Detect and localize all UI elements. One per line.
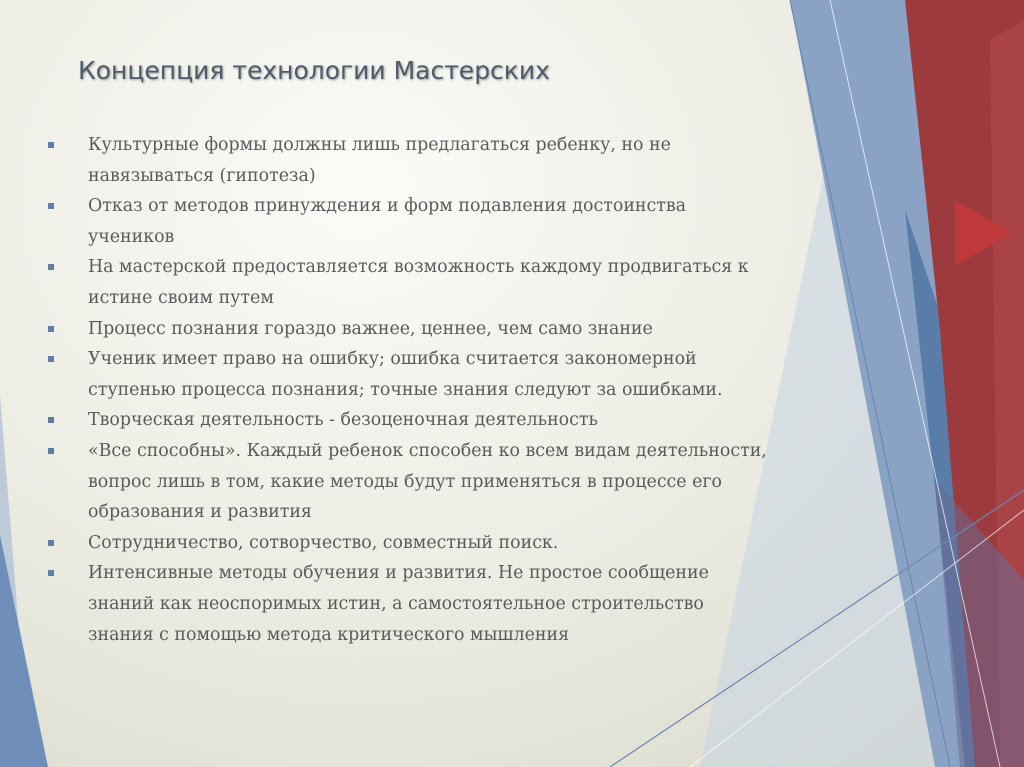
slide-title: Концепция технологии Мастерских	[78, 56, 550, 85]
bullet-marker	[48, 356, 54, 362]
bullet-item	[48, 314, 768, 345]
bullet-item	[48, 558, 768, 650]
bullet-text: Культурные формы должны лишь предлагаться ребенку, но не навязываться (гипотеза)	[88, 135, 671, 186]
bullet-marker	[48, 326, 54, 332]
bullet-text: Сотрудничество, сотворчество, совместный поиск.	[88, 532, 559, 553]
bullet-marker	[48, 417, 54, 423]
bullet-text: Творческая деятельность - безоценочная деятельность	[88, 410, 598, 431]
bullet-marker	[48, 264, 54, 270]
bullet-marker	[48, 570, 54, 576]
bullet-text: Интенсивные методы обучения и развития. Не простое сообщение знаний как неоспоримых истин, а самостоятельное строительство знания с помощью метода критического мышления	[88, 563, 709, 645]
bullet-text: Отказ от методов принуждения и форм подавления достоинства учеников	[88, 196, 687, 247]
bullet-marker	[48, 203, 54, 209]
bullet-item	[48, 436, 768, 528]
bullet-item	[48, 130, 768, 191]
bullet-text: Процесс познания гораздо важнее, ценнее, чем само знание	[88, 318, 653, 339]
bullet-item	[48, 528, 768, 559]
bullet-item	[48, 191, 768, 252]
bullet-marker	[48, 540, 54, 546]
bullet-text: Ученик имеет право на ошибку; ошибка считается закономерной ступенью процесса познания; точные знания следуют за ошибками.	[88, 349, 723, 400]
bullet-text: На мастерской предоставляется возможность каждому продвигаться к истине своим путем	[88, 257, 749, 308]
bullet-marker	[48, 448, 54, 454]
bullet-list	[48, 130, 768, 650]
bullet-marker	[48, 142, 54, 148]
bullet-item	[48, 252, 768, 313]
bullet-item	[48, 344, 768, 405]
bullet-item	[48, 405, 768, 436]
bullet-text: «Все способны». Каждый ребенок способен ко всем видам деятельности, вопрос лишь в том, какие методы будут применяться в процессе его образования и развития	[88, 440, 767, 523]
